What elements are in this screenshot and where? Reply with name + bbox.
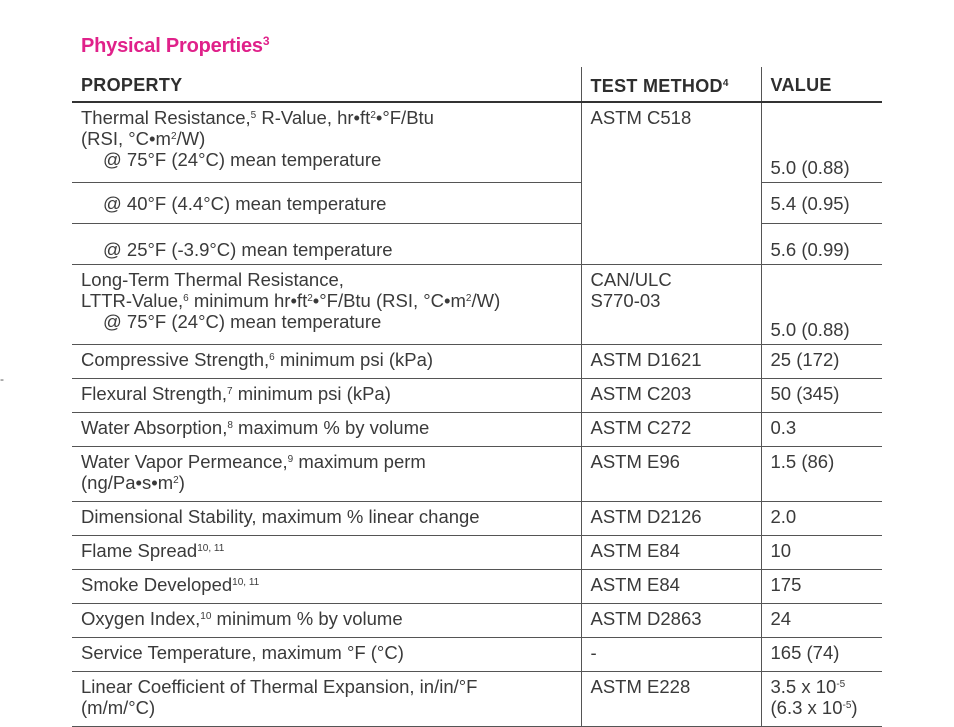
vapor-footnote: 9 <box>287 454 294 465</box>
thermal-40-label: @ 40°F (4.4°C) mean temperature <box>103 192 387 214</box>
margin-mark: - <box>0 372 4 386</box>
cell-property <box>72 570 581 604</box>
section-title-text: Physical Properties <box>81 35 263 57</box>
table-row-thermal-40 <box>72 183 882 224</box>
lttr-line1: Long-Term Thermal Resistance, <box>81 269 344 290</box>
flexural-text: Flexural Strength, <box>81 383 228 404</box>
cell-value: 2.0 <box>761 502 882 536</box>
cell-value: 1.5 (86) <box>761 447 882 502</box>
table-header-row <box>72 67 882 102</box>
cell-value: 5.4 (0.95) <box>761 183 882 224</box>
header-test-method <box>581 67 761 102</box>
thermal-sub-75: @ 75°F (24°C) mean temperature <box>103 149 382 170</box>
expansion-line2: (m/m/°C) <box>81 697 156 718</box>
cell-value: 50 (345) <box>761 379 882 413</box>
smoke-footnote: 10, 11 <box>232 577 260 588</box>
expansion-value-line1 <box>771 676 874 697</box>
oxygen-footnote: 10 <box>200 611 212 622</box>
header-test-method-label: TEST METHOD <box>590 76 723 96</box>
cell-property <box>72 379 581 413</box>
table-row-service-temperature <box>72 638 882 672</box>
table-row-lttr <box>72 265 882 345</box>
cell-property <box>72 183 581 224</box>
smoke-text: Smoke Developed <box>81 574 233 595</box>
header-value: VALUE <box>761 67 882 102</box>
table-row-water-absorption <box>72 413 882 447</box>
cell-property <box>72 447 581 502</box>
cell-property <box>72 604 581 638</box>
vapor-line2-end: ) <box>178 472 185 493</box>
oxygen-rest: minimum % by volume <box>211 608 403 629</box>
cell-property: Service Temperature, maximum °F (°C) <box>72 638 581 672</box>
cell-test-method: ASTM E84 <box>581 536 761 570</box>
lttr-line2-mid: •°F/Btu (RSI, °C•m <box>312 290 466 311</box>
cell-property <box>72 224 581 265</box>
vapor-line1 <box>81 451 572 472</box>
expansion-line1: Linear Coefficient of Thermal Expansion, in/in/°F <box>81 676 478 697</box>
table-row-dimensional <box>72 502 882 536</box>
vapor-rest: maximum perm <box>293 451 426 472</box>
expansion-value-exponent: -5 <box>836 679 846 690</box>
lttr-method-line1: CAN/ULC <box>590 269 672 290</box>
cell-property <box>72 536 581 570</box>
cell-test-method: ASTM C272 <box>581 413 761 447</box>
thermal-footnote: 5 <box>250 110 257 121</box>
cell-value: 175 <box>761 570 882 604</box>
lttr-line2-end: /W) <box>471 290 501 311</box>
section-title <box>81 34 269 58</box>
cell-value: 24 <box>761 604 882 638</box>
table-row-oxygen <box>72 604 882 638</box>
lttr-exponent: 2 <box>307 293 313 304</box>
table-row-thermal-resistance <box>72 102 882 183</box>
cell-property <box>72 102 581 183</box>
thermal-line1-rest: R-Value, hr•ft <box>256 107 371 128</box>
cell-test-method: ASTM E96 <box>581 447 761 502</box>
compressive-rest: minimum psi (kPa) <box>274 349 434 370</box>
lttr-footnote: 6 <box>183 293 189 304</box>
oxygen-text: Oxygen Index, <box>81 608 201 629</box>
thermal-line1-end: •°F/Btu <box>375 107 434 128</box>
vapor-exponent: 2 <box>173 475 179 486</box>
thermal-line2-text: (RSI, °C•m <box>81 128 171 149</box>
flexural-rest: minimum psi (kPa) <box>232 383 391 404</box>
cell-value: 0.3 <box>761 413 882 447</box>
lttr-line2 <box>81 290 572 311</box>
cell-property <box>72 672 581 727</box>
expansion-value-base: 3.5 x 10 <box>770 676 837 697</box>
vapor-line2 <box>81 472 572 493</box>
table-row-vapor-permeance <box>72 447 882 502</box>
table-row-expansion <box>72 672 882 727</box>
header-property: PROPERTY <box>72 67 581 102</box>
cell-value: 165 (74) <box>761 638 882 672</box>
cell-property <box>72 413 581 447</box>
flame-spread-footnote: 10, 11 <box>197 543 225 554</box>
header-test-method-footnote: 4 <box>722 78 729 89</box>
cell-property <box>72 265 581 345</box>
lttr-sub-75: @ 75°F (24°C) mean temperature <box>103 311 382 332</box>
table-row-smoke <box>72 570 882 604</box>
table-row-flame-spread <box>72 536 882 570</box>
table-row-compressive <box>72 345 882 379</box>
lttr-method-line2: S770-03 <box>590 290 661 311</box>
cell-value: 10 <box>761 536 882 570</box>
thermal-line2-exponent: 2 <box>170 131 177 142</box>
expansion-value2-base: (6.3 x 10 <box>770 697 843 718</box>
cell-test-method: ASTM E84 <box>581 570 761 604</box>
cell-property: Dimensional Stability, maximum % linear change <box>72 502 581 536</box>
thermal-exponent: 2 <box>370 110 376 121</box>
water-absorption-footnote: 8 <box>227 420 233 431</box>
cell-test-method: - <box>581 638 761 672</box>
water-absorption-rest: maximum % by volume <box>232 417 430 438</box>
thermal-line1-text: Thermal Resistance, <box>81 107 251 128</box>
cell-test-method <box>581 265 761 345</box>
cell-value: 5.0 (0.88) <box>761 265 882 345</box>
section-title-footnote: 3 <box>262 34 270 48</box>
thermal-line2 <box>81 128 572 149</box>
cell-test-method: ASTM D2863 <box>581 604 761 638</box>
cell-test-method: ASTM D1621 <box>581 345 761 379</box>
water-absorption-text: Water Absorption, <box>81 417 228 438</box>
compressive-text: Compressive Strength, <box>81 349 270 370</box>
physical-properties-table <box>72 67 882 727</box>
thermal-line2-end: /W) <box>176 128 206 149</box>
cell-test-method: ASTM D2126 <box>581 502 761 536</box>
cell-test-method: ASTM E228 <box>581 672 761 727</box>
compressive-footnote: 6 <box>269 352 275 363</box>
thermal-25-label: @ 25°F (-3.9°C) mean temperature <box>103 239 393 260</box>
table-row-flexural <box>72 379 882 413</box>
table-row-thermal-25 <box>72 224 882 265</box>
cell-value: 5.6 (0.99) <box>761 224 882 265</box>
flexural-footnote: 7 <box>227 386 233 397</box>
cell-test-method: ASTM C203 <box>581 379 761 413</box>
vapor-text: Water Vapor Permeance, <box>81 451 288 472</box>
lttr-line2-rest: minimum hr•ft <box>188 290 308 311</box>
vapor-line2-text: (ng/Pa•s•m <box>81 472 174 493</box>
expansion-value2-exponent: -5 <box>842 700 852 711</box>
cell-property <box>72 345 581 379</box>
cell-value <box>761 672 882 727</box>
cell-test-method: ASTM C518 <box>581 102 761 265</box>
cell-value: 5.0 (0.88) <box>761 102 882 183</box>
expansion-value-line2 <box>771 697 874 718</box>
lttr-exponent-2: 2 <box>465 293 472 304</box>
expansion-value2-end: ) <box>851 697 858 718</box>
cell-value: 25 (172) <box>761 345 882 379</box>
flame-spread-text: Flame Spread <box>81 540 198 561</box>
thermal-line1 <box>81 107 572 128</box>
lttr-line2-text: LTTR-Value, <box>81 290 184 311</box>
